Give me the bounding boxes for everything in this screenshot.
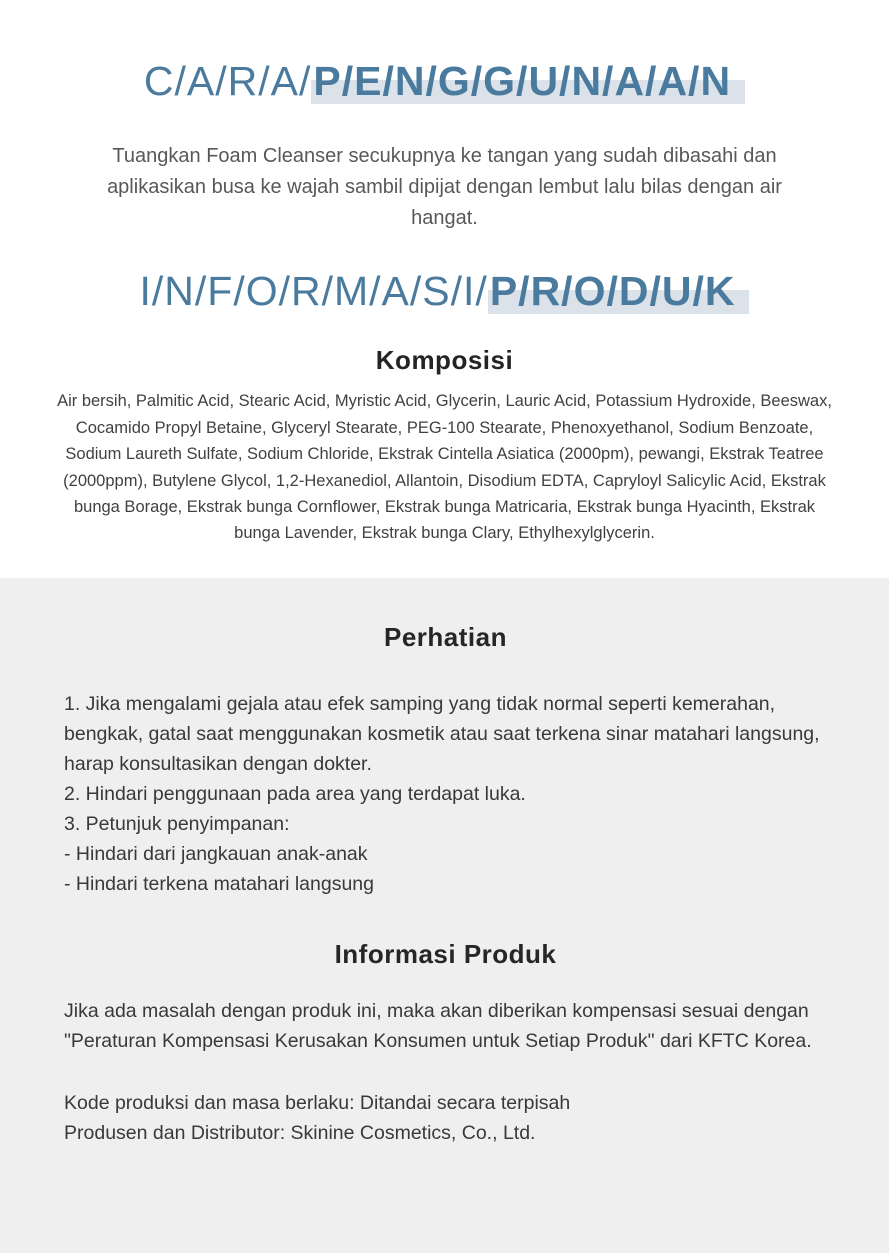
caution-list (64, 689, 827, 899)
usage-heading-regular: C/A/R/A/ (143, 58, 312, 104)
composition-title: Komposisi (375, 345, 514, 376)
usage-heading-highlighted: P/E/N/G/G/U/N/A/A/N (311, 58, 745, 104)
product-info-title: Informasi Produk (334, 938, 557, 969)
caution-item: 1. Jika mengalami gejala atau efek samping yang tidak normal seperti kemerahan, bengkak, gatal saat menggunakan kosmetik atau saat terkena sinar matahari langsung, harap konsultasikan dengan dokter. (64, 692, 820, 775)
caution-item: - Hindari dari jangkauan anak-anak (64, 842, 368, 865)
usage-and-composition-section (0, 0, 889, 578)
compensation-paragraph: Jika ada masalah dengan produk ini, maka akan diberikan kompensasi sesuai dengan "Peraturan Kompensasi Kerusakan Konsumen untuk Setiap Produk" dari KFTC Korea. (64, 999, 812, 1052)
usage-heading (0, 58, 889, 105)
product-info-heading-highlighted: P/R/O/D/U/K (488, 268, 750, 314)
product-detail-lines (64, 1088, 827, 1148)
manufacturer-line: Produsen dan Distributor: Skinine Cosmetics, Co., Ltd. (64, 1121, 536, 1144)
caution-item: 2. Hindari penggunaan pada area yang terdapat luka. (64, 782, 526, 805)
ingredients-list-paragraph: Air bersih, Palmitic Acid, Stearic Acid, Myristic Acid, Glycerin, Lauric Acid, Potassium Hydroxide, Beeswax, Cocamido Propyl Betaine, Glyceryl Stearate, PEG-100 Stearate, Phenoxyethanol, Sodium Benzoate, Sodium Laureth Sulfate, Sodium Chloride, Ekstrak Cintella Asiatica (2000pm), pewangi, Ekstrak Teatree (2000ppm), Butylene Glycol, 1,2-Hexanediol, Allantoin, Disodium EDTA, Capryloyl Salicylic Acid, Ekstrak bunga Borage, Ekstrak bunga Cornflower, Ekstrak bunga Matricaria, Ekstrak bunga Hyacinth, Ekstrak bunga Lavender, Ekstrak bunga Clary, Ethylhexylglycerin. (57, 392, 832, 543)
caution-item: 3. Petunjuk penyimpanan: (64, 812, 290, 835)
product-info-heading (0, 268, 889, 315)
product-info-heading-regular: I/N/F/O/R/M/A/S/I/ (139, 268, 488, 315)
usage-instructions-paragraph: Tuangkan Foam Cleanser secukupnya ke tangan yang sudah dibasahi dan aplikasikan busa ke wajah sambil dipijat dengan lembut lalu bilas dengan air hangat. (107, 145, 782, 230)
caution-title: Perhatian (384, 621, 507, 652)
production-code-line: Kode produksi dan masa berlaku: Ditandai secara terpisah (64, 1091, 571, 1114)
caution-item: - Hindari terkena matahari langsung (64, 872, 375, 895)
caution-and-info-section (0, 578, 889, 1253)
